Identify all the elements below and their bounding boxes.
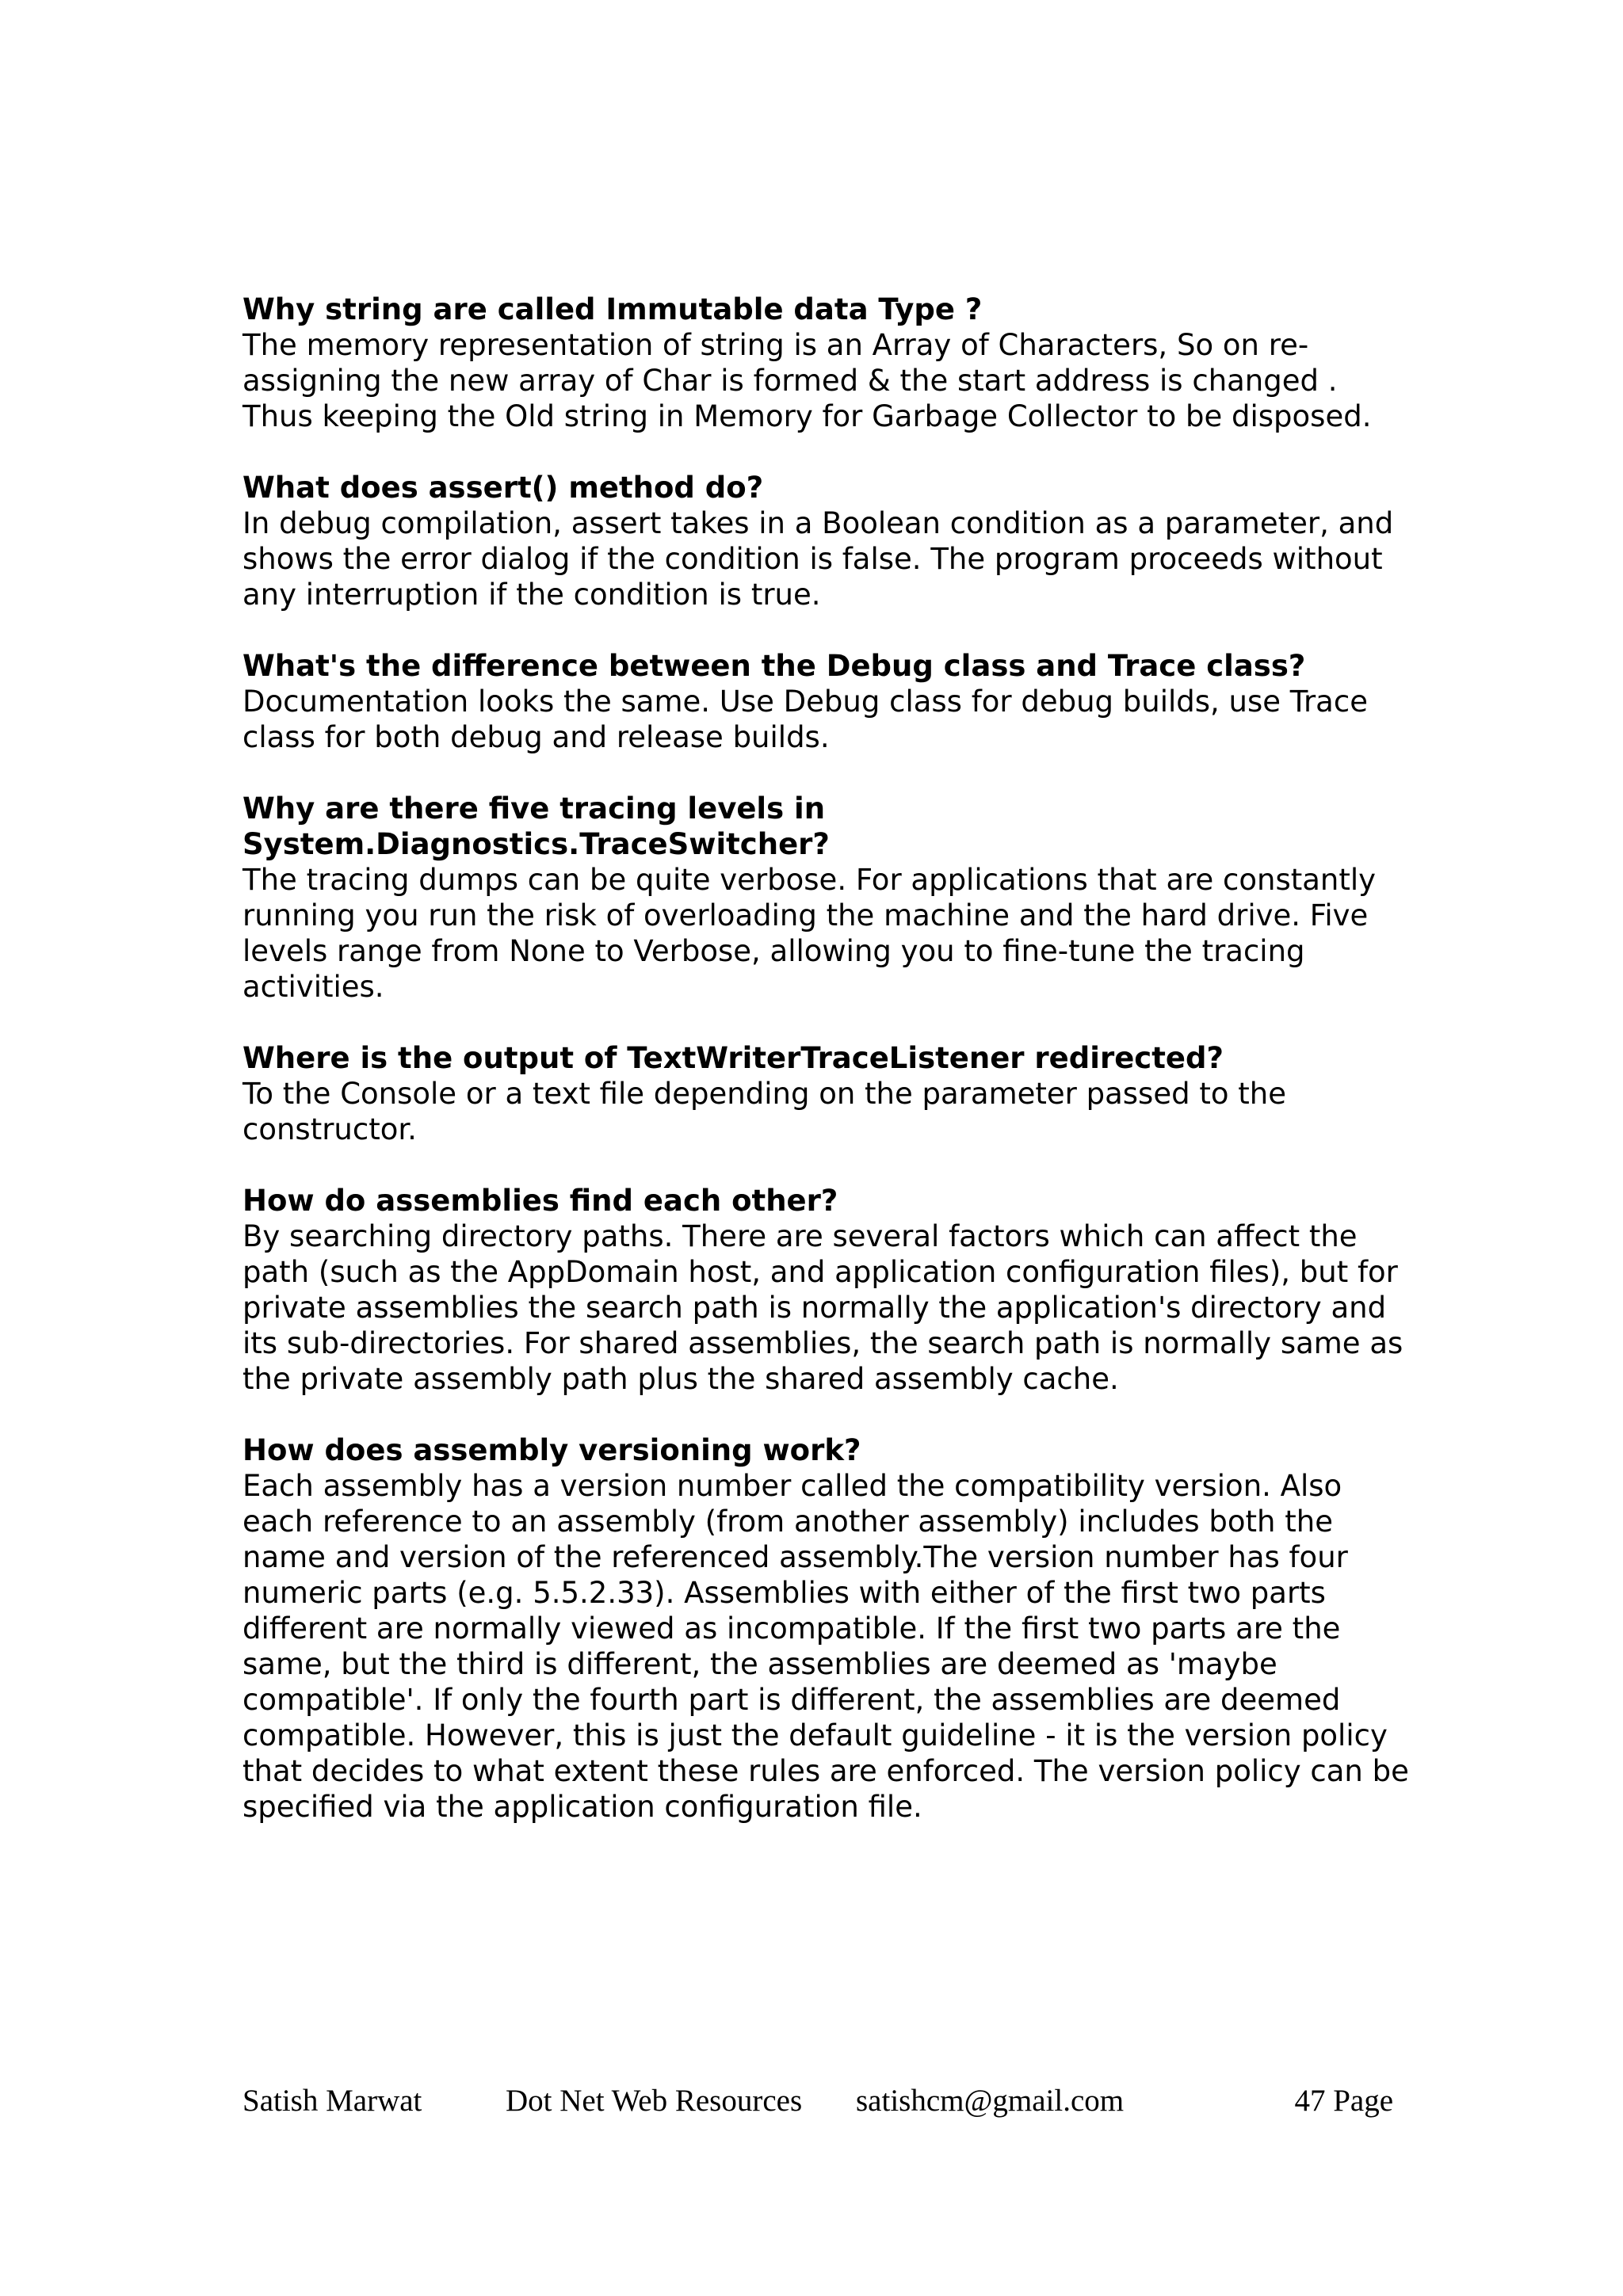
footer-site-name: Dot Net Web Resources	[506, 2084, 803, 2118]
qa-item	[242, 292, 1415, 434]
footer-author: Satish Marwat	[242, 2084, 422, 2118]
footer-email: satishcm@gmail.com	[856, 2084, 1125, 2118]
page-footer	[242, 2082, 1393, 2120]
question-heading: Why string are called Immutable data Type ?	[242, 292, 983, 326]
question-heading: Where is the output of TextWriterTraceListener redirected?	[242, 1041, 1224, 1075]
question-heading: What's the difference between the Debug class and Trace class?	[242, 649, 1306, 683]
answer-text: The memory representation of string is an Array of Characters, So on re-assigning the new array of Char is formed & the start address is changed . Thus keeping the Old string in Memory for Garbage Collector to be disposed.	[242, 328, 1372, 433]
qa-item	[242, 1183, 1415, 1397]
qa-item	[242, 791, 1415, 1005]
answer-text: Each assembly has a version number called the compatibility version. Also each reference to an assembly (from another assembly) includes both the name and version of the referenced assembly.The version number has four numeric parts (e.g. 5.5.2.33). Assemblies with either of the first two parts different are normally viewed as incompatible. If the first two parts are the same, but the third is different, the assemblies are deemed as 'maybe compatible'. If only the fourth part is different, the assemblies are deemed compatible. However, this is just the default guideline - it is the version policy that decides to what extent these rules are enforced. The version policy can be specified via the application configuration file.	[242, 1469, 1409, 1824]
qa-item	[242, 648, 1415, 755]
qa-content	[242, 292, 1415, 1860]
question-heading: Why are there five tracing levels in System.Diagnostics.TraceSwitcher?	[242, 791, 830, 861]
answer-text: Documentation looks the same. Use Debug class for debug builds, use Trace class for both debug and release builds.	[242, 685, 1368, 754]
question-heading: How does assembly versioning work?	[242, 1433, 861, 1467]
answer-text: To the Console or a text file depending on the parameter passed to the constructor.	[242, 1077, 1286, 1146]
question-heading: How do assemblies find each other?	[242, 1184, 838, 1218]
footer-page-number: 47 Page	[1294, 2084, 1393, 2118]
answer-text: By searching directory paths. There are several factors which can affect the path (such as the AppDomain host, and application configuration files), but for private assemblies the search path is normally the application's directory and its sub-directories. For shared assemblies, the search path is normally same as the private assembly path plus the shared assembly cache.	[242, 1219, 1403, 1396]
qa-item	[242, 470, 1415, 612]
qa-item	[242, 1040, 1415, 1147]
answer-text: The tracing dumps can be quite verbose. For applications that are constantly running you run the risk of overloading the machine and the hard drive. Five levels range from None to Verbose, allowing you to fine-tune the tracing activities.	[242, 863, 1377, 1004]
question-heading: What does assert() method do?	[242, 471, 764, 505]
qa-item	[242, 1432, 1415, 1825]
answer-text: In debug compilation, assert takes in a Boolean condition as a parameter, and shows the error dialog if the condition is false. The program proceeds without any interruption if the condition is true.	[242, 506, 1394, 612]
